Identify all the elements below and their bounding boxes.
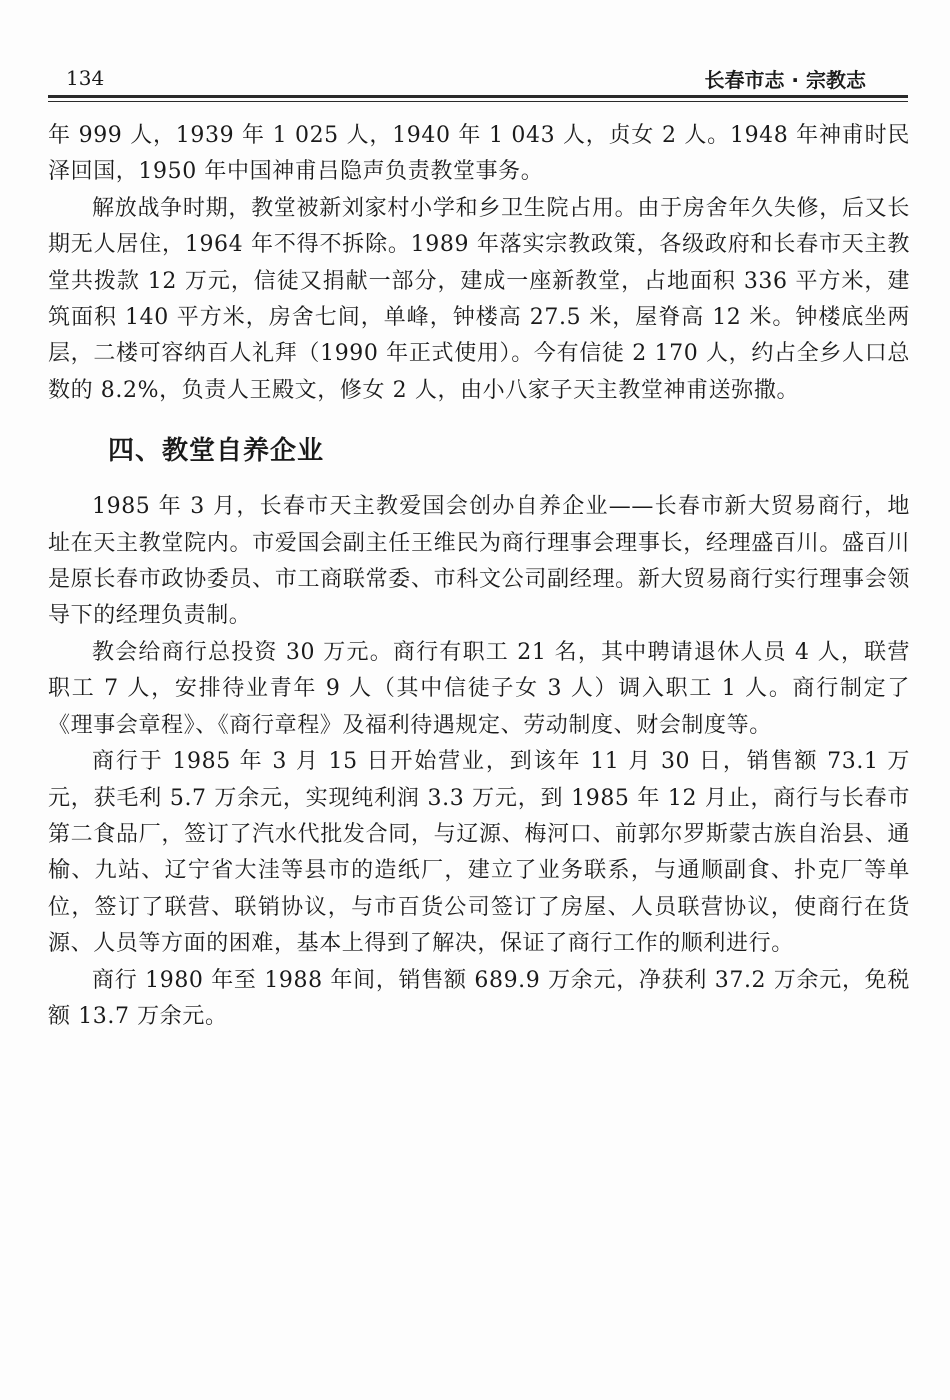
page-header <box>48 62 908 94</box>
page-number: 134 <box>66 66 105 90</box>
section-heading: 四、教堂自养企业 <box>108 436 325 467</box>
header-rule-thin <box>48 101 908 102</box>
header-rule-thick <box>48 95 908 98</box>
body-paragraph: 商行 1980 年至 1988 年间，销售额 689.9 万余元，净获利 37.2 万余元，免税额 13.7 万余元。 <box>48 967 910 1029</box>
body-paragraph: 年 999 人，1939 年 1 025 人，1940 年 1 043 人，贞女 2 人。1948 年神甫时民泽回国，1950 年中国神甫吕隐声负责教堂事务。 <box>48 123 910 185</box>
body-paragraph: 1985 年 3 月，长春市天主教爱国会创办自养企业——长春市新大贸易商行，地址在天主教堂院内。市爱国会副主任王维民为商行理事会理事长，经理盛百川。盛百川是原长春市政协委员、市工商联常委、市科文公司副经理。新大贸易商行实行理事会领导下的经理负责制。 <box>48 494 910 629</box>
body-paragraph: 商行于 1985 年 3 月 15 日开始营业，到该年 11 月 30 日，销售额 73.1 万元，获毛利 5.7 万余元，实现纯利润 3.3 万元，到 1985 年 12 月止，商行与长春市第二食品厂，签订了汽水代批发合同，与辽源、梅河口、前郭尔罗斯蒙古族自治县、通榆、九站、辽宁省大洼等县市的造纸厂，建立了业务联系，与通顺副食、扑克厂等单位，签订了联营、联销协议，与市百货公司签订了房屋、人员联营协议，使商行在货源、人员等方面的困难，基本上得到了解决，保证了商行工作的顺利进行。 <box>48 749 910 957</box>
running-title: 长春市志 · 宗教志 <box>704 68 866 92</box>
body-paragraph: 教会给商行总投资 30 万元。商行有职工 21 名，其中聘请退休人员 4 人，联营职工 7 人，安排待业青年 9 人（其中信徒子女 3 人）调入职工 1 人。商行制定了《理事会章程》、《商行章程》及福利待遇规定、劳动制度、财会制度等。 <box>48 639 910 738</box>
body-paragraph: 解放战争时期，教堂被新刘家村小学和乡卫生院占用。由于房舍年久失修，后又长期无人居住，1964 年不得不拆除。1989 年落实宗教政策，各级政府和长春市天主教堂共拨款 12 万元，信徒又捐献一部分，建成一座新教堂，占地面积 336 平方米，建筑面积 140 平方米，房舍七间，单峰，钟楼高 27.5 米，屋脊高 12 米。钟楼底坐两层，二楼可容纳百人礼拜（1990 年正式使用）。今有信徒 2 170 人，约占全乡人口总数的 8.2%，负责人王殿文，修女 2 人，由小八家子天主教堂神甫送弥撒。 <box>48 195 910 403</box>
page-body <box>48 118 910 1035</box>
